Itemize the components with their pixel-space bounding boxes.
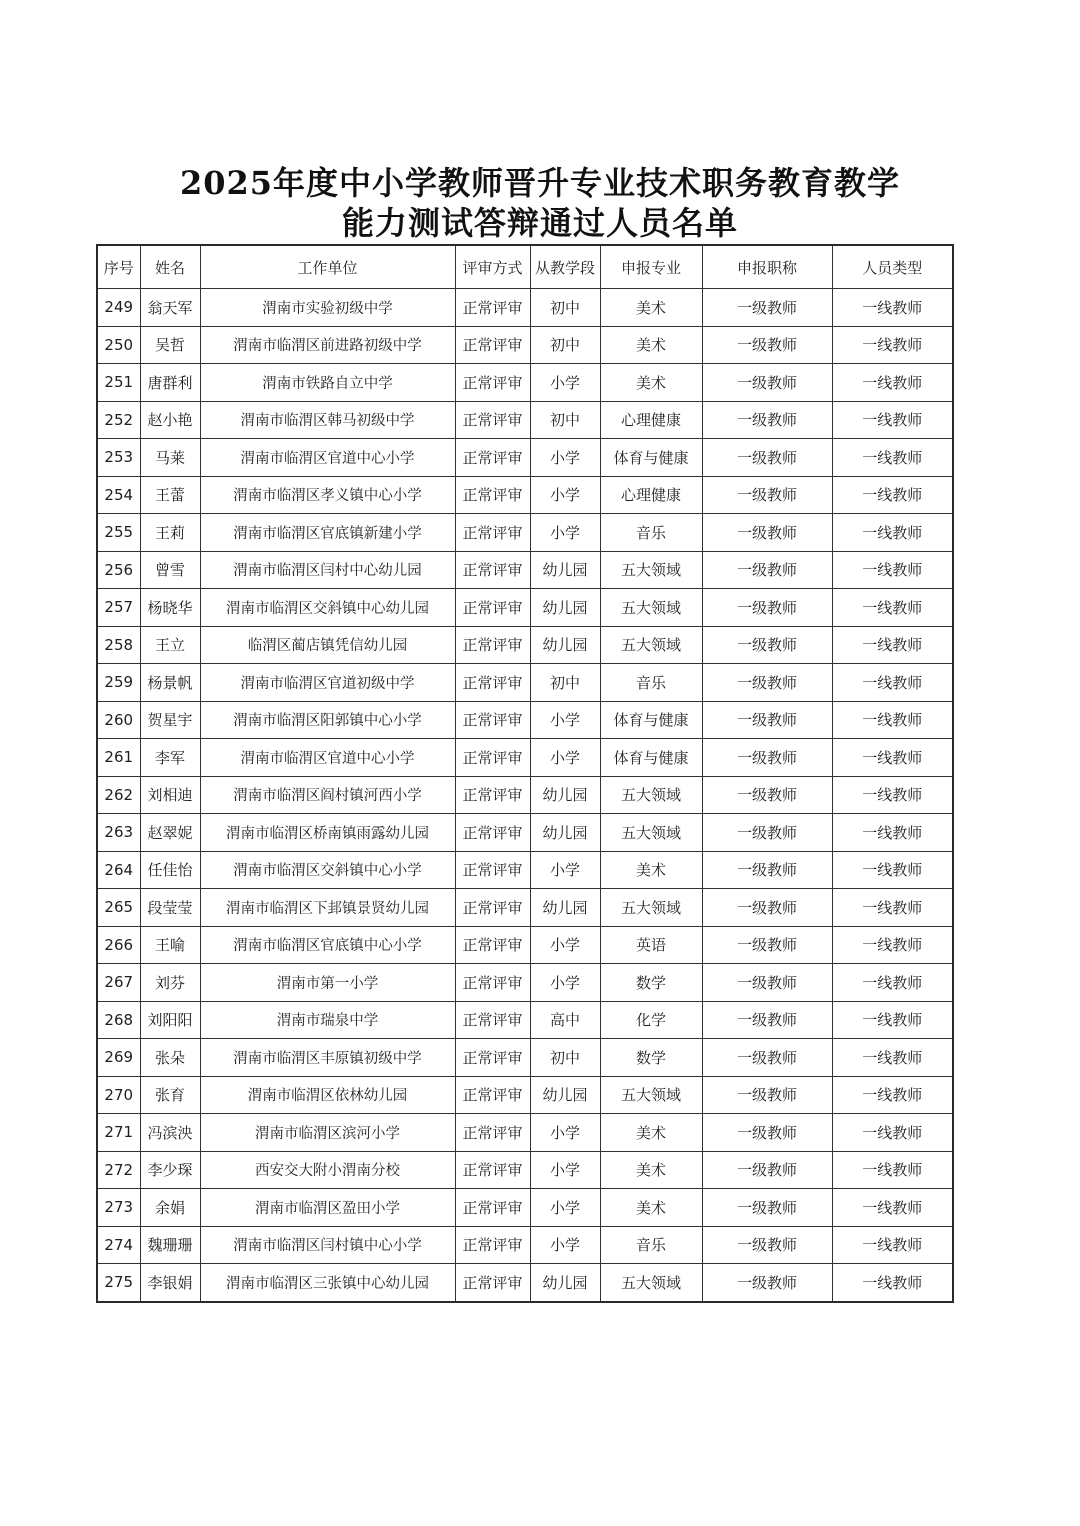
cell-subject: 美术: [600, 326, 702, 364]
cell-type: 一线教师: [832, 1189, 953, 1227]
table-row: [97, 589, 953, 627]
cell-type: 一线教师: [832, 739, 953, 777]
cell-unit: 渭南市临渭区三张镇中心幼儿园: [200, 1264, 455, 1302]
cell-stage: 高中: [530, 1001, 600, 1039]
cell-title: 一级教师: [702, 401, 832, 439]
cell-unit: 渭南市临渭区闫村中心幼儿园: [200, 551, 455, 589]
cell-stage: 小学: [530, 476, 600, 514]
table-row: [97, 626, 953, 664]
cell-no: 263: [97, 814, 140, 852]
table-row: [97, 664, 953, 702]
cell-stage: 初中: [530, 664, 600, 702]
cell-method: 正常评审: [455, 326, 530, 364]
cell-method: 正常评审: [455, 476, 530, 514]
cell-subject: 五大领域: [600, 589, 702, 627]
cell-subject: 音乐: [600, 664, 702, 702]
cell-title: 一级教师: [702, 776, 832, 814]
cell-title: 一级教师: [702, 1226, 832, 1264]
cell-type: 一线教师: [832, 814, 953, 852]
cell-stage: 幼儿园: [530, 551, 600, 589]
cell-method: 正常评审: [455, 1264, 530, 1302]
cell-name: 杨景帆: [140, 664, 200, 702]
cell-type: 一线教师: [832, 326, 953, 364]
cell-title: 一级教师: [702, 1001, 832, 1039]
cell-name: 刘芬: [140, 964, 200, 1002]
cell-method: 正常评审: [455, 814, 530, 852]
cell-unit: 渭南市临渭区桥南镇雨露幼儿园: [200, 814, 455, 852]
cell-method: 正常评审: [455, 889, 530, 927]
cell-stage: 小学: [530, 439, 600, 477]
cell-title: 一级教师: [702, 589, 832, 627]
cell-method: 正常评审: [455, 964, 530, 1002]
cell-subject: 五大领域: [600, 776, 702, 814]
cell-no: 269: [97, 1039, 140, 1077]
cell-stage: 幼儿园: [530, 889, 600, 927]
cell-type: 一线教师: [832, 364, 953, 402]
cell-name: 李军: [140, 739, 200, 777]
cell-title: 一级教师: [702, 1151, 832, 1189]
cell-name: 李少琛: [140, 1151, 200, 1189]
table-row: [97, 926, 953, 964]
cell-unit: 渭南市铁路自立中学: [200, 364, 455, 402]
cell-method: 正常评审: [455, 364, 530, 402]
cell-unit: 渭南市第一小学: [200, 964, 455, 1002]
cell-title: 一级教师: [702, 964, 832, 1002]
cell-unit: 渭南市瑞泉中学: [200, 1001, 455, 1039]
cell-title: 一级教师: [702, 1189, 832, 1227]
cell-title: 一级教师: [702, 289, 832, 327]
cell-type: 一线教师: [832, 1001, 953, 1039]
cell-type: 一线教师: [832, 476, 953, 514]
cell-no: 274: [97, 1226, 140, 1264]
table-row: [97, 814, 953, 852]
cell-stage: 小学: [530, 964, 600, 1002]
cell-stage: 初中: [530, 401, 600, 439]
cell-no: 249: [97, 289, 140, 327]
cell-method: 正常评审: [455, 626, 530, 664]
cell-method: 正常评审: [455, 401, 530, 439]
table-row: [97, 964, 953, 1002]
cell-type: 一线教师: [832, 1264, 953, 1302]
header-stage: 从教学段: [530, 245, 600, 289]
header-unit: 工作单位: [200, 245, 455, 289]
cell-name: 李银娟: [140, 1264, 200, 1302]
cell-no: 272: [97, 1151, 140, 1189]
cell-stage: 小学: [530, 851, 600, 889]
cell-name: 王莉: [140, 514, 200, 552]
cell-subject: 五大领域: [600, 1264, 702, 1302]
cell-type: 一线教师: [832, 964, 953, 1002]
cell-name: 马莱: [140, 439, 200, 477]
header-method: 评审方式: [455, 245, 530, 289]
cell-no: 266: [97, 926, 140, 964]
cell-name: 王立: [140, 626, 200, 664]
cell-subject: 五大领域: [600, 814, 702, 852]
header-name: 姓名: [140, 245, 200, 289]
cell-title: 一级教师: [702, 326, 832, 364]
cell-method: 正常评审: [455, 701, 530, 739]
cell-type: 一线教师: [832, 664, 953, 702]
table-row: [97, 739, 953, 777]
cell-stage: 初中: [530, 326, 600, 364]
table-row: [97, 289, 953, 327]
cell-type: 一线教师: [832, 626, 953, 664]
cell-unit: 渭南市临渭区滨河小学: [200, 1114, 455, 1152]
cell-unit: 渭南市临渭区闫村镇中心小学: [200, 1226, 455, 1264]
cell-subject: 化学: [600, 1001, 702, 1039]
table-row: [97, 701, 953, 739]
cell-type: 一线教师: [832, 926, 953, 964]
cell-no: 251: [97, 364, 140, 402]
cell-stage: 幼儿园: [530, 776, 600, 814]
document-title-line2: 能力测试答辩通过人员名单: [341, 204, 738, 242]
cell-type: 一线教师: [832, 1114, 953, 1152]
cell-no: 252: [97, 401, 140, 439]
cell-title: 一级教师: [702, 1039, 832, 1077]
cell-stage: 幼儿园: [530, 626, 600, 664]
document-title-line1: 2025年度中小学教师晋升专业技术职务教育教学: [179, 164, 901, 202]
cell-stage: 幼儿园: [530, 1264, 600, 1302]
header-title: 申报职称: [702, 245, 832, 289]
cell-subject: 美术: [600, 851, 702, 889]
cell-method: 正常评审: [455, 739, 530, 777]
cell-unit: 渭南市临渭区交斜镇中心幼儿园: [200, 589, 455, 627]
cell-name: 段莹莹: [140, 889, 200, 927]
cell-subject: 数学: [600, 1039, 702, 1077]
cell-name: 魏珊珊: [140, 1226, 200, 1264]
cell-unit: 西安交大附小渭南分校: [200, 1151, 455, 1189]
cell-type: 一线教师: [832, 1151, 953, 1189]
cell-subject: 美术: [600, 289, 702, 327]
table-row: [97, 889, 953, 927]
cell-type: 一线教师: [832, 889, 953, 927]
cell-subject: 数学: [600, 964, 702, 1002]
cell-name: 张朵: [140, 1039, 200, 1077]
cell-type: 一线教师: [832, 551, 953, 589]
cell-stage: 小学: [530, 739, 600, 777]
cell-subject: 音乐: [600, 1226, 702, 1264]
cell-unit: 渭南市实验初级中学: [200, 289, 455, 327]
cell-stage: 小学: [530, 514, 600, 552]
cell-no: 273: [97, 1189, 140, 1227]
cell-stage: 小学: [530, 1114, 600, 1152]
cell-stage: 初中: [530, 1039, 600, 1077]
cell-unit: 渭南市临渭区官道初级中学: [200, 664, 455, 702]
cell-method: 正常评审: [455, 664, 530, 702]
cell-name: 余娟: [140, 1189, 200, 1227]
cell-title: 一级教师: [702, 364, 832, 402]
cell-title: 一级教师: [702, 739, 832, 777]
cell-subject: 美术: [600, 1189, 702, 1227]
cell-stage: 幼儿园: [530, 1076, 600, 1114]
cell-name: 贺星宇: [140, 701, 200, 739]
table-row: [97, 1114, 953, 1152]
cell-title: 一级教师: [702, 514, 832, 552]
cell-title: 一级教师: [702, 701, 832, 739]
cell-title: 一级教师: [702, 926, 832, 964]
cell-unit: 渭南市临渭区官道中心小学: [200, 739, 455, 777]
cell-title: 一级教师: [702, 626, 832, 664]
table-row: [97, 1226, 953, 1264]
cell-method: 正常评审: [455, 1001, 530, 1039]
cell-title: 一级教师: [702, 476, 832, 514]
cell-name: 曾雪: [140, 551, 200, 589]
cell-name: 刘阳阳: [140, 1001, 200, 1039]
cell-subject: 体育与健康: [600, 701, 702, 739]
cell-title: 一级教师: [702, 664, 832, 702]
cell-unit: 渭南市临渭区前进路初级中学: [200, 326, 455, 364]
cell-unit: 临渭区蔺店镇凭信幼儿园: [200, 626, 455, 664]
cell-subject: 五大领域: [600, 626, 702, 664]
cell-type: 一线教师: [832, 1039, 953, 1077]
table-row: [97, 1076, 953, 1114]
cell-subject: 体育与健康: [600, 739, 702, 777]
header-no: 序号: [97, 245, 140, 289]
cell-stage: 幼儿园: [530, 589, 600, 627]
cell-unit: 渭南市临渭区官底镇新建小学: [200, 514, 455, 552]
cell-no: 254: [97, 476, 140, 514]
cell-method: 正常评审: [455, 1226, 530, 1264]
cell-unit: 渭南市临渭区盈田小学: [200, 1189, 455, 1227]
table-row: [97, 776, 953, 814]
cell-title: 一级教师: [702, 851, 832, 889]
cell-method: 正常评审: [455, 289, 530, 327]
cell-no: 265: [97, 889, 140, 927]
header-subject: 申报专业: [600, 245, 702, 289]
cell-method: 正常评审: [455, 439, 530, 477]
table-header-row: [97, 245, 953, 289]
cell-subject: 心理健康: [600, 476, 702, 514]
cell-stage: 初中: [530, 289, 600, 327]
table-row: [97, 326, 953, 364]
cell-name: 赵翠妮: [140, 814, 200, 852]
cell-stage: 小学: [530, 926, 600, 964]
cell-stage: 幼儿园: [530, 814, 600, 852]
cell-no: 260: [97, 701, 140, 739]
cell-stage: 小学: [530, 364, 600, 402]
cell-subject: 音乐: [600, 514, 702, 552]
cell-unit: 渭南市临渭区韩马初级中学: [200, 401, 455, 439]
cell-subject: 美术: [600, 364, 702, 402]
cell-no: 250: [97, 326, 140, 364]
cell-no: 267: [97, 964, 140, 1002]
cell-method: 正常评审: [455, 589, 530, 627]
cell-no: 256: [97, 551, 140, 589]
cell-method: 正常评审: [455, 851, 530, 889]
table-row: [97, 439, 953, 477]
cell-method: 正常评审: [455, 1076, 530, 1114]
cell-no: 258: [97, 626, 140, 664]
cell-title: 一级教师: [702, 1076, 832, 1114]
cell-title: 一级教师: [702, 439, 832, 477]
table-row: [97, 1264, 953, 1302]
cell-name: 翁天军: [140, 289, 200, 327]
cell-no: 262: [97, 776, 140, 814]
cell-method: 正常评审: [455, 1039, 530, 1077]
cell-type: 一线教师: [832, 1076, 953, 1114]
header-type: 人员类型: [832, 245, 953, 289]
table-row: [97, 476, 953, 514]
cell-no: 271: [97, 1114, 140, 1152]
table-row: [97, 401, 953, 439]
cell-no: 259: [97, 664, 140, 702]
cell-subject: 体育与健康: [600, 439, 702, 477]
cell-name: 唐群利: [140, 364, 200, 402]
cell-no: 275: [97, 1264, 140, 1302]
cell-unit: 渭南市临渭区依林幼儿园: [200, 1076, 455, 1114]
cell-no: 253: [97, 439, 140, 477]
cell-stage: 小学: [530, 701, 600, 739]
cell-name: 张育: [140, 1076, 200, 1114]
cell-stage: 小学: [530, 1189, 600, 1227]
cell-method: 正常评审: [455, 926, 530, 964]
table-row: [97, 1001, 953, 1039]
cell-subject: 美术: [600, 1114, 702, 1152]
table-row: [97, 1151, 953, 1189]
cell-subject: 心理健康: [600, 401, 702, 439]
cell-name: 吴哲: [140, 326, 200, 364]
cell-no: 264: [97, 851, 140, 889]
cell-name: 王蕾: [140, 476, 200, 514]
cell-title: 一级教师: [702, 814, 832, 852]
cell-stage: 小学: [530, 1226, 600, 1264]
cell-name: 刘相迪: [140, 776, 200, 814]
cell-type: 一线教师: [832, 289, 953, 327]
cell-type: 一线教师: [832, 401, 953, 439]
cell-method: 正常评审: [455, 551, 530, 589]
cell-name: 杨晓华: [140, 589, 200, 627]
cell-subject: 美术: [600, 1151, 702, 1189]
cell-subject: 五大领域: [600, 1076, 702, 1114]
cell-unit: 渭南市临渭区交斜镇中心小学: [200, 851, 455, 889]
table-row: [97, 1039, 953, 1077]
cell-unit: 渭南市临渭区官底镇中心小学: [200, 926, 455, 964]
cell-name: 赵小艳: [140, 401, 200, 439]
cell-subject: 英语: [600, 926, 702, 964]
cell-method: 正常评审: [455, 1151, 530, 1189]
cell-method: 正常评审: [455, 1189, 530, 1227]
cell-unit: 渭南市临渭区下邽镇景贤幼儿园: [200, 889, 455, 927]
table-row: [97, 1189, 953, 1227]
cell-method: 正常评审: [455, 514, 530, 552]
cell-no: 261: [97, 739, 140, 777]
cell-type: 一线教师: [832, 1226, 953, 1264]
cell-title: 一级教师: [702, 551, 832, 589]
table-row: [97, 851, 953, 889]
cell-title: 一级教师: [702, 1114, 832, 1152]
cell-name: 冯滨泱: [140, 1114, 200, 1152]
cell-no: 270: [97, 1076, 140, 1114]
cell-title: 一级教师: [702, 889, 832, 927]
table-row: [97, 364, 953, 402]
cell-type: 一线教师: [832, 701, 953, 739]
cell-unit: 渭南市临渭区阎村镇河西小学: [200, 776, 455, 814]
cell-stage: 小学: [530, 1151, 600, 1189]
cell-type: 一线教师: [832, 589, 953, 627]
cell-type: 一线教师: [832, 439, 953, 477]
cell-method: 正常评审: [455, 1114, 530, 1152]
cell-type: 一线教师: [832, 514, 953, 552]
cell-unit: 渭南市临渭区官道中心小学: [200, 439, 455, 477]
cell-no: 255: [97, 514, 140, 552]
cell-subject: 五大领域: [600, 551, 702, 589]
cell-type: 一线教师: [832, 776, 953, 814]
cell-method: 正常评审: [455, 776, 530, 814]
cell-no: 257: [97, 589, 140, 627]
cell-unit: 渭南市临渭区孝义镇中心小学: [200, 476, 455, 514]
roster-table: [96, 244, 954, 1303]
cell-subject: 五大领域: [600, 889, 702, 927]
cell-name: 王喻: [140, 926, 200, 964]
table-body: [97, 289, 953, 1302]
cell-unit: 渭南市临渭区阳郭镇中心小学: [200, 701, 455, 739]
cell-name: 任佳怡: [140, 851, 200, 889]
table-row: [97, 551, 953, 589]
cell-unit: 渭南市临渭区丰原镇初级中学: [200, 1039, 455, 1077]
table-row: [97, 514, 953, 552]
cell-type: 一线教师: [832, 851, 953, 889]
cell-title: 一级教师: [702, 1264, 832, 1302]
cell-no: 268: [97, 1001, 140, 1039]
